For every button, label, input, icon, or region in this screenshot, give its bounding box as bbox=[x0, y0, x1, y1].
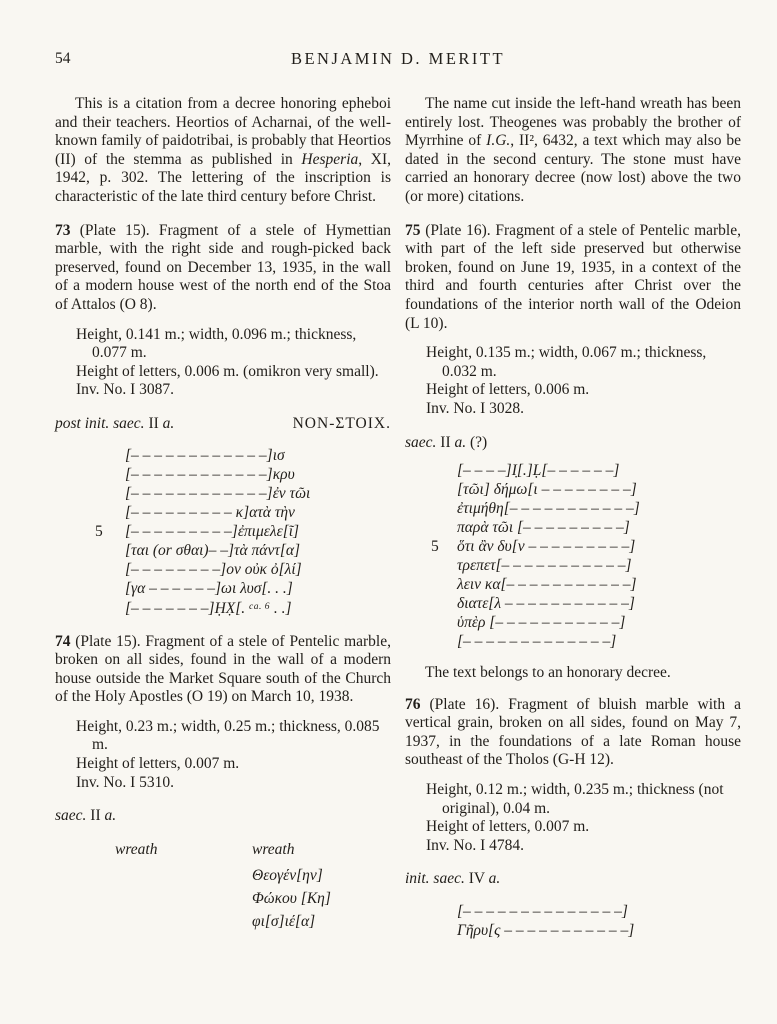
date-italic: init. saec. bbox=[405, 870, 469, 888]
entry-75-description bbox=[405, 222, 741, 334]
line-number-5: 5 bbox=[431, 538, 439, 556]
paragraph-ephebic-citation bbox=[55, 95, 391, 207]
inscription-line: Φώκου [Κη] bbox=[252, 889, 331, 907]
inscription-line: [– – – –]Ι̣[.]Ḷ[– – – – – –] bbox=[457, 462, 620, 480]
measurement-line: Height, 0.141 m.; width, 0.096 m.; thickness, 0.077 m. bbox=[76, 325, 357, 362]
measurement-line: Height of letters, 0.006 m. bbox=[426, 381, 590, 399]
text-run: (Plate 16). Fragment of bluish marble with a vertical grain, broken on all sides, found on May 7, 1937, in the foundations of a late Roman house southeast of the Tholos (G-H 12). bbox=[405, 695, 741, 769]
inscription-line: φι[σ]ιέ[α] bbox=[252, 912, 316, 930]
text-run: , II², 6432, a text which may also be dated in the second century. The stone must have carried an honorary decree (now lost) above the two (or more) citations. bbox=[405, 132, 741, 205]
inscription-line: [– – – – – – – – – – – –]ἐν τῶι bbox=[125, 484, 311, 502]
text-run: (Plate 16). Fragment of a stele of Pentelic marble, with part of the left side preserved but otherwise broken, found on June 19, 1935, in a context of the third and fourth centuries after Christ over the foundations of the interior north wall of the Odeion (L 10). bbox=[405, 221, 741, 332]
inscription-73 bbox=[55, 446, 391, 618]
inscription-line: [γα – – – – – –]ωι λυσ[. . .] bbox=[125, 579, 293, 597]
paragraph-theogenes bbox=[405, 95, 741, 207]
inscription-line: 5 ὅτι ἂν δυ[ν – – – – – – – – –] bbox=[431, 538, 636, 556]
inscription-line: ὑπὲρ [– – – – – – – – – – –] bbox=[457, 614, 626, 632]
text-run: (Plate 15). Fragment of a stele of Hymettian marble, with the right side and rough-picked back preserved, found on December 13, 1935, in the wall of a modern house west of the north end of the Stoa of Attalos (O 8). bbox=[55, 221, 391, 313]
ca-6-annotation: ca. 6 bbox=[249, 601, 270, 612]
date-italic: a. bbox=[104, 807, 117, 825]
entry-75-dateline bbox=[405, 434, 741, 453]
date-attribution bbox=[55, 415, 174, 434]
date-italic: post init. saec. bbox=[55, 414, 149, 432]
inscription-line: Γῆρυ[ς – – – – – – – – – – –] bbox=[457, 922, 635, 940]
measurement-line: Inv. No. I 4784. bbox=[426, 836, 525, 854]
wreath-label-left: wreath bbox=[115, 840, 158, 858]
entry-76-description bbox=[405, 696, 741, 770]
inscription-line: λειν κα[– – – – – – – – – – –] bbox=[457, 576, 637, 594]
entry-73-description bbox=[55, 222, 391, 315]
date-roman-numeral: II bbox=[440, 433, 455, 451]
entry-76-measurements bbox=[405, 781, 741, 855]
date-italic: a. bbox=[162, 414, 175, 432]
inscription-line: τρεπετ[– – – – – – – – – – –] bbox=[457, 557, 632, 575]
entry-number-76: 76 bbox=[405, 695, 421, 713]
measurement-line: Height, 0.23 m.; width, 0.25 m.; thickness, 0.085 m. bbox=[76, 717, 380, 754]
entry-75-commentary: The text belongs to an honorary decree. bbox=[425, 664, 671, 682]
entry-number-73: 73 bbox=[55, 221, 71, 239]
measurement-line: Height of letters, 0.006 m. (omikron very small). bbox=[76, 362, 379, 380]
inscription-line: [– – – – – – – –]ον οὐκ ὀ[λί] bbox=[125, 560, 302, 578]
page-header bbox=[55, 50, 741, 70]
inscription-line: παρὰ τῶι [– – – – – – – – –] bbox=[457, 519, 630, 537]
italic-title: Hesperia bbox=[301, 150, 359, 168]
date-roman-numeral: II bbox=[90, 807, 105, 825]
date-italic: saec. bbox=[55, 807, 91, 825]
wreath-inscription-74 bbox=[252, 864, 391, 933]
wreath-labels bbox=[55, 841, 391, 862]
inscription-line: [– – – – – – – – – κ]ατὰ τὴν bbox=[125, 503, 295, 521]
text-run: The name cut inside the left-hand wreath has been entirely lost. Theogenes was probably the brother of Myrrhine of bbox=[405, 95, 741, 150]
inscription-line bbox=[55, 598, 391, 618]
entry-73-measurements bbox=[55, 326, 391, 400]
inscription-line: Θεογέν[ην] bbox=[252, 866, 323, 884]
inscription-line: ἐτιμήθη[– – – – – – – – – – –] bbox=[457, 500, 640, 518]
measurement-line: Height of letters, 0.007 m. bbox=[76, 755, 240, 773]
wreath-label-right: wreath bbox=[252, 840, 295, 858]
entry-76-dateline bbox=[405, 870, 741, 889]
italic-title: I.G. bbox=[486, 132, 511, 150]
entry-74-description bbox=[55, 633, 391, 707]
text-run: [– – – – – – –]ḤX̣[. bbox=[125, 599, 250, 617]
text-run: This is a citation from a decree honoring epheboi and their teachers. Heortios of Acharnai, of the well-known family of paidotribai, is probably that Heortios (II) of the stemma as published in bbox=[55, 95, 391, 168]
entry-74-dateline bbox=[55, 807, 391, 826]
non-stoichedon-label: NON-ΣTOIX. bbox=[292, 414, 391, 432]
date-query: (?) bbox=[470, 433, 488, 451]
inscription-line: [– – – – – – – – – – – –]ισ bbox=[125, 446, 285, 464]
inscription-line: [τῶι] δήμω[ι – – – – – – – –] bbox=[457, 481, 637, 499]
text-run: . .] bbox=[269, 599, 292, 617]
inscription-75 bbox=[405, 461, 741, 651]
line-number-5: 5 bbox=[95, 522, 103, 540]
page-number: 54 bbox=[55, 50, 71, 67]
right-column bbox=[405, 95, 741, 940]
inscription-line: [ται (or σθαι)– –]τὰ πάντ[α] bbox=[125, 541, 301, 559]
inscription-76 bbox=[405, 902, 741, 940]
measurement-line: Inv. No. I 5310. bbox=[76, 773, 175, 791]
entry-75-measurements bbox=[405, 344, 741, 418]
inscription-line: 5 [– – – – – – – – –]ἐπιμελε[ῖ] bbox=[95, 522, 300, 540]
inscription-line: [– – – – – – – – – – – – – –] bbox=[457, 903, 628, 921]
entry-number-75: 75 bbox=[405, 221, 421, 239]
date-roman-numeral: IV bbox=[468, 870, 489, 888]
entry-74-measurements bbox=[55, 718, 391, 792]
measurement-line: Height of letters, 0.007 m. bbox=[426, 818, 590, 836]
inscription-line: [– – – – – – – – – – – –]κρυ bbox=[125, 465, 295, 483]
entry-73-dateline bbox=[55, 415, 391, 434]
measurement-line: Height, 0.135 m.; width, 0.067 m.; thickness, 0.032 m. bbox=[426, 344, 707, 380]
measurement-line: Height, 0.12 m.; width, 0.235 m.; thickness (not original), 0.04 m. bbox=[426, 781, 724, 817]
measurement-line: Inv. No. I 3087. bbox=[76, 381, 175, 399]
date-italic: a. bbox=[488, 870, 501, 888]
date-roman-numeral: II bbox=[148, 414, 163, 432]
inscription-line: διατε[λ – – – – – – – – – – –] bbox=[457, 595, 635, 613]
running-head: BENJAMIN D. MERITT bbox=[290, 49, 506, 68]
left-column bbox=[55, 95, 391, 940]
date-italic: a. bbox=[454, 433, 470, 451]
entry-number-74: 74 bbox=[55, 632, 71, 650]
two-column-body bbox=[55, 95, 741, 940]
date-italic: saec. bbox=[405, 433, 441, 451]
inscription-line: [– – – – – – – – – – – – –] bbox=[457, 633, 617, 651]
measurement-line: Inv. No. I 3028. bbox=[426, 399, 525, 417]
text-run: , XI, 1942, p. 302. The lettering of the inscription is characteristic of the late third century before Christ. bbox=[55, 150, 391, 205]
text-run: (Plate 15). Fragment of a stele of Pentelic marble, broken on all sides, found in the wall of a modern house outside the Market Square south of the Church of the Holy Apostles (O 19) on March 10, 1938. bbox=[55, 632, 391, 706]
